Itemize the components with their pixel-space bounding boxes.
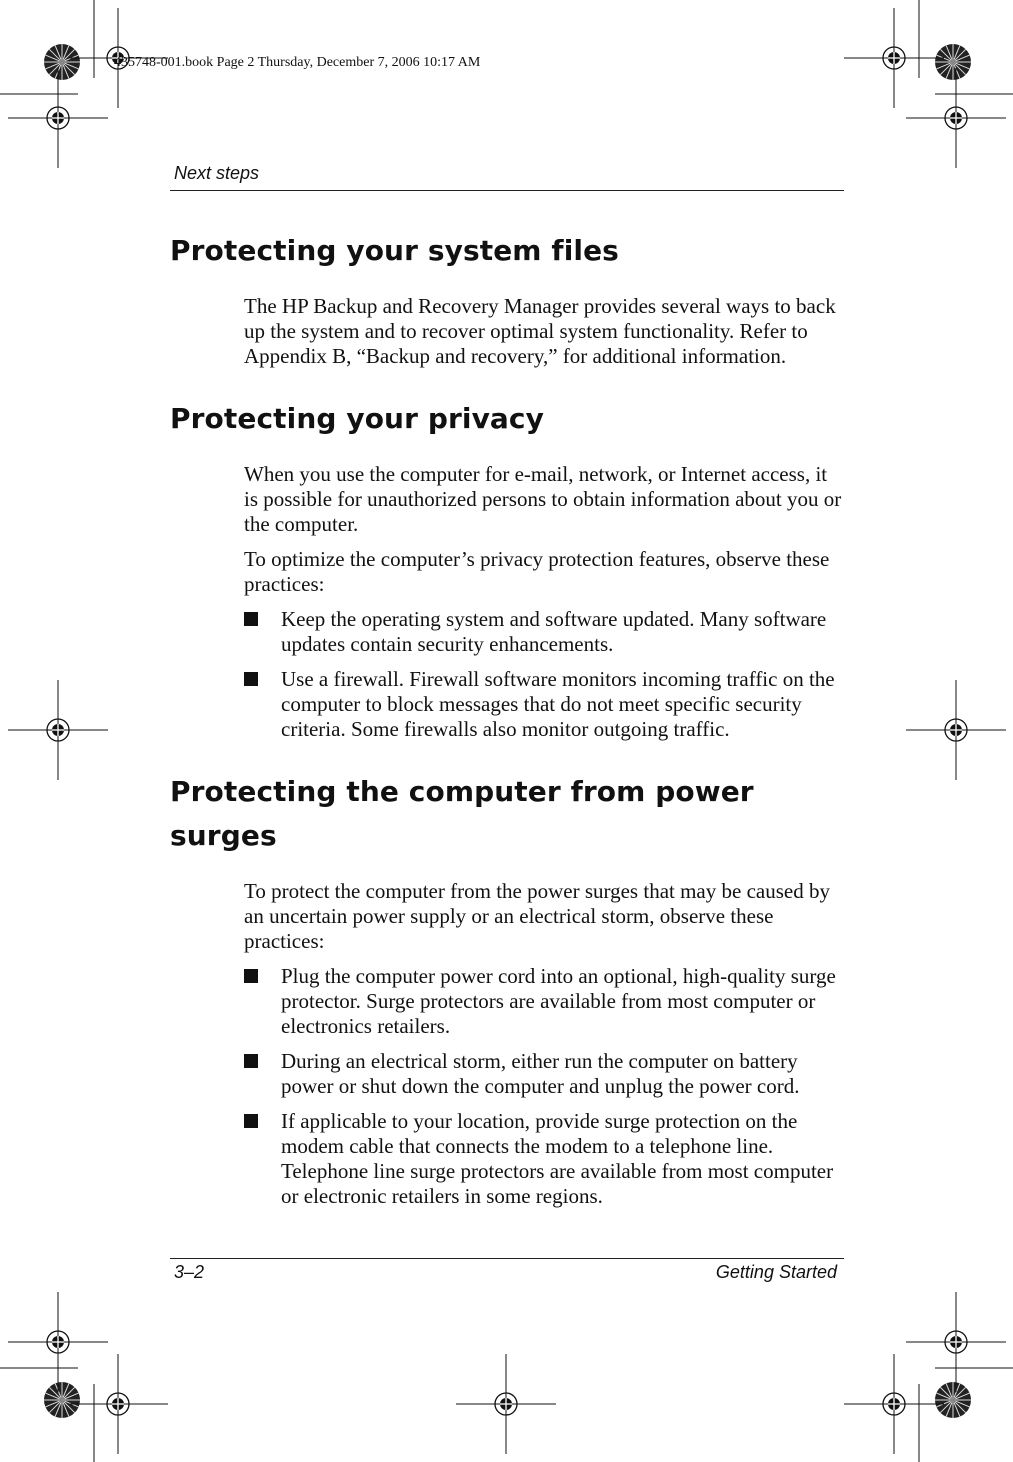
section-title-power-surges: Protecting the computer from power surges [170,775,754,852]
list-item [244,607,846,657]
list-item [244,667,846,742]
list-item [244,1049,846,1099]
square-bullet-icon [244,672,258,686]
section-body-system-files [244,294,846,369]
section-title-privacy: Protecting your privacy [170,402,544,435]
square-bullet-icon [244,1054,258,1068]
print-slug: 435748-001.book Page 2 Thursday, December 7, 2006 10:17 AM [114,55,481,70]
section-body-privacy [244,462,846,742]
running-head: Next steps [174,163,260,183]
list-item-text: Use a firewall. Firewall software monitors incoming traffic on the computer to block messages that do not meet specific security criteria. Some firewalls also monitor outgoing traffic. [281,667,835,741]
list-item [244,964,846,1039]
page-number: 3–2 [174,1262,205,1282]
header-rule [170,190,844,191]
paragraph: The HP Backup and Recovery Manager provides several ways to back up the system and to recover optimal system functionality. Refer to Appendix B, “Backup and recovery,” for additional information. [244,294,836,368]
page-content [170,229,846,1209]
square-bullet-icon [244,612,258,626]
paragraph: To protect the computer from the power surges that may be caused by an uncertain power supply or an electrical storm, observe these practices: [244,879,830,953]
list-item [244,1109,846,1209]
list-item-text: Plug the computer power cord into an optional, high-quality surge protector. Surge protectors are available from most computer or electronics retailers. [281,964,836,1038]
square-bullet-icon [244,1114,258,1128]
square-bullet-icon [244,969,258,983]
section-body-power-surges [244,879,846,1209]
paragraph: To optimize the computer’s privacy protection features, observe these practices: [244,547,830,596]
list-item-text: During an electrical storm, either run the computer on battery power or shut down the computer and unplug the power cord. [281,1049,800,1098]
list-item-text: Keep the operating system and software updated. Many software updates contain security enhancements. [281,607,827,656]
bullet-list [244,964,846,1209]
paragraph: When you use the computer for e-mail, network, or Internet access, it is possible for unauthorized persons to obtain information about you or the computer. [244,462,842,536]
list-item-text: If applicable to your location, provide surge protection on the modem cable that connects the modem to a telephone line. Telephone line surge protectors are available from most computer or electronic retailers in some regions. [281,1109,834,1208]
bullet-list [244,607,846,742]
footer-rule [170,1258,844,1259]
section-title-system-files: Protecting your system files [170,234,619,267]
book-title: Getting Started [715,1262,837,1282]
